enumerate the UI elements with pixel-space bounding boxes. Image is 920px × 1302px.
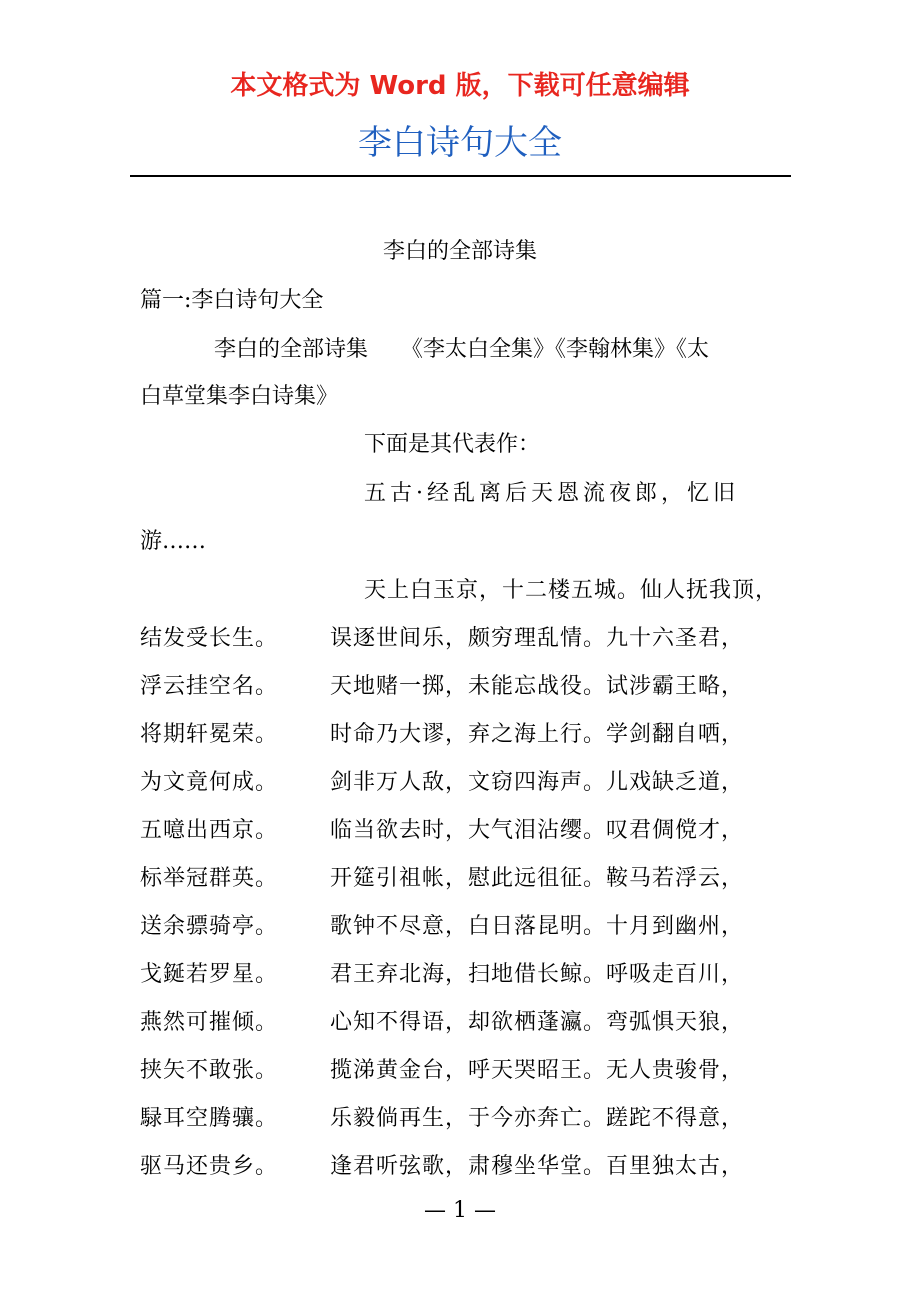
poem-title-line-1: 五古·经乱离后天恩流夜郎，忆旧 <box>364 481 739 506</box>
chapter-label: 篇一:李白诗句大全 <box>140 288 324 313</box>
poem-line: 标举冠群英。 开筵引祖帐，慰此远徂征。鞍马若浮云， <box>140 866 745 891</box>
poem-title-line-2: 游…… <box>140 529 207 554</box>
poem-first-line: 天上白玉京，十二楼五城。仙人抚我顶， <box>364 578 779 603</box>
poem-line: 为文竟何成。 剑非万人敌，文窃四海声。儿戏缺乏道， <box>140 770 745 795</box>
poem-line: 五噫出西京。 临当欲去时，大气泪沾缨。叹君倜傥才， <box>140 818 745 843</box>
poem-line: 戈鋋若罗星。 君王弃北海，扫地借长鲸。呼吸走百川， <box>140 962 745 987</box>
header-divider <box>130 175 791 177</box>
poem-line: 送余骠骑亭。 歌钟不尽意，白日落昆明。十月到幽州， <box>140 914 745 939</box>
intro-text: 下面是其代表作： <box>364 432 541 457</box>
collections-line-1: 李白的全部诗集 《李太白全集》《李翰林集》《太 <box>214 337 710 362</box>
poem-line: 燕然可摧倾。 心知不得语，却欲栖蓬瀛。弯弧惧天狼， <box>140 1010 745 1035</box>
format-notice: 本文格式为 Word 版，下载可任意编辑 <box>230 71 690 101</box>
section-heading: 李白的全部诗集 <box>382 239 537 264</box>
poem-line: 挟矢不敢张。 揽涕黄金台，呼天哭昭王。无人贵骏骨， <box>140 1058 745 1083</box>
document-title: 李白诗句大全 <box>358 123 562 163</box>
poem-line: 将期轩冕荣。 时命乃大谬，弃之海上行。学剑翻自哂， <box>140 722 745 747</box>
poem-line: 騄耳空腾骧。 乐毅倘再生，于今亦奔亡。蹉跎不得意， <box>140 1106 745 1131</box>
poem-line: 驱马还贵乡。 逢君听弦歌，肃穆坐华堂。百里独太古， <box>140 1154 745 1179</box>
page-number: — 1 — <box>424 1198 496 1223</box>
collections-line-2: 白草堂集李白诗集》 <box>140 384 339 409</box>
poem-line: 浮云挂空名。 天地赌一掷，未能忘战役。试涉霸王略， <box>140 674 745 699</box>
poem-line: 结发受长生。 误逐世间乐，颇穷理乱情。九十六圣君， <box>140 626 745 651</box>
